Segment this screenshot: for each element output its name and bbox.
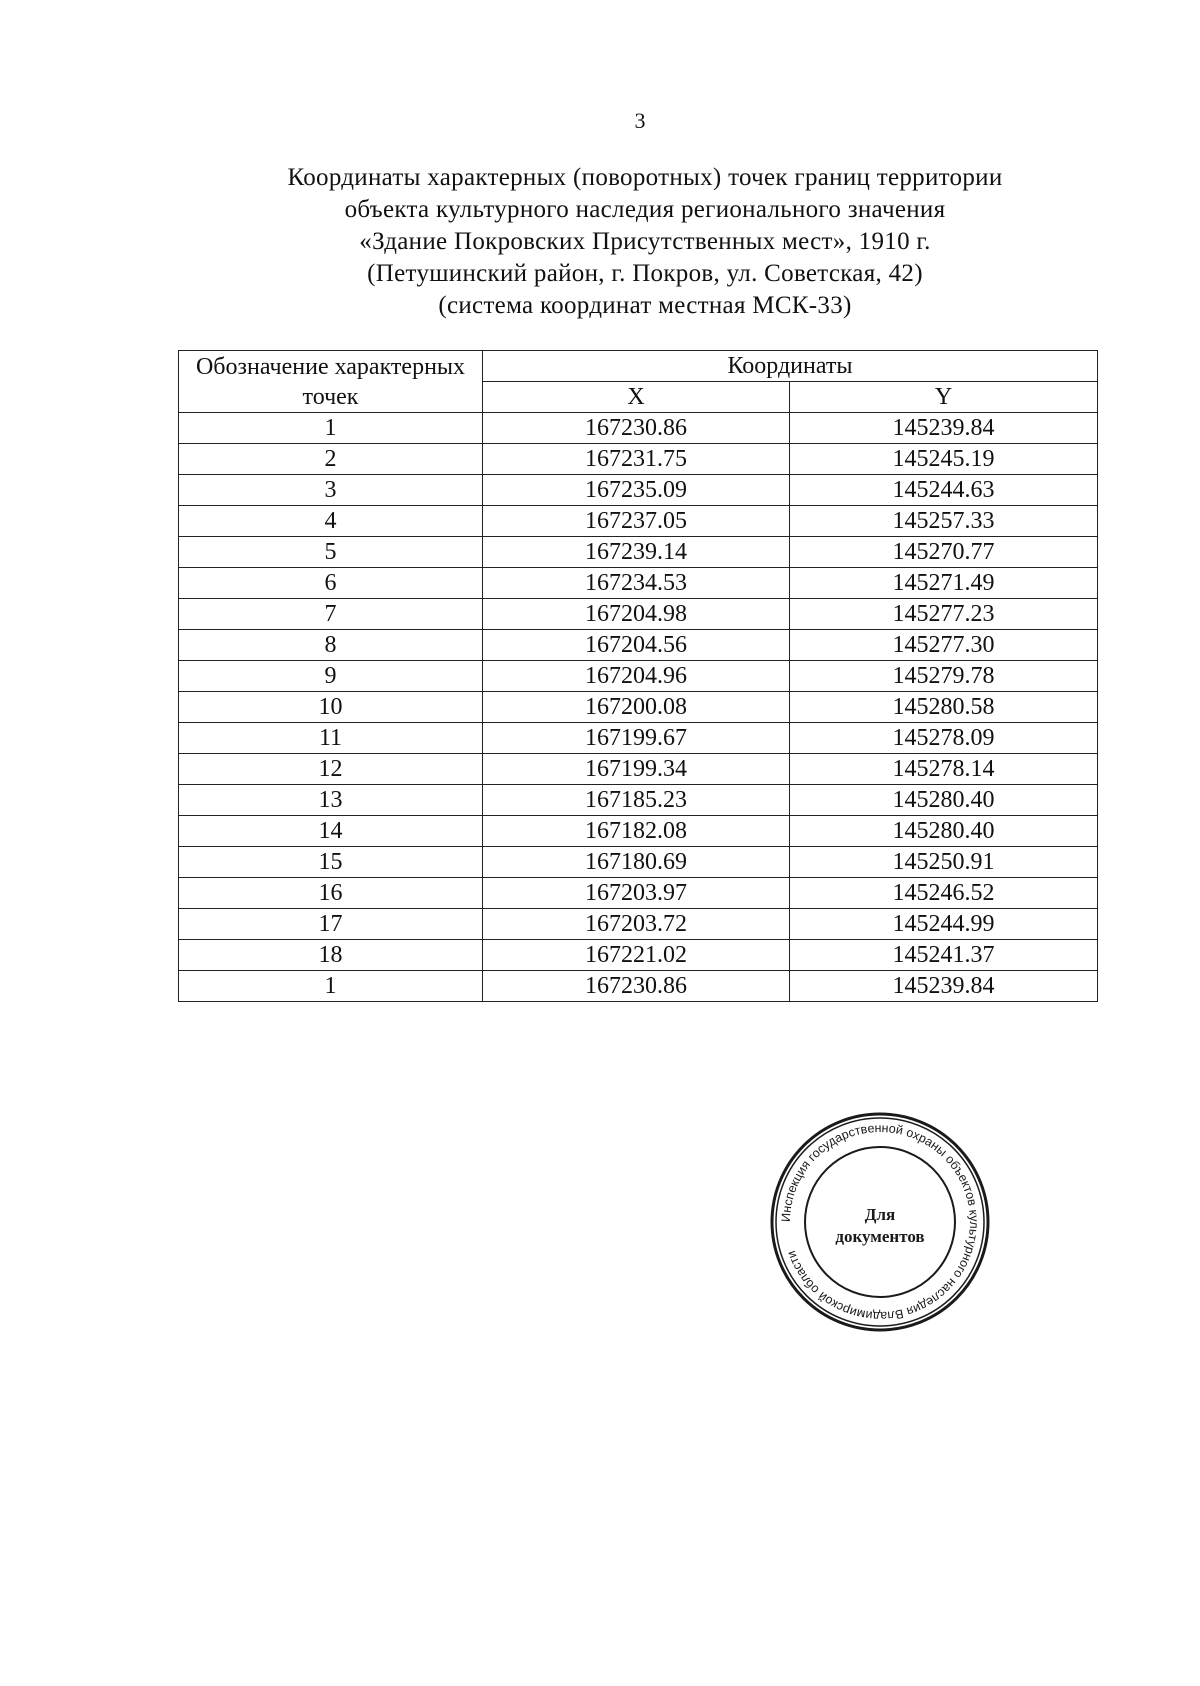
title-line-3: «Здание Покровских Присутственных мест», 1910 г. <box>359 228 931 255</box>
cell-y: 145244.99 <box>790 909 1098 940</box>
table-row <box>179 754 1098 785</box>
table-row <box>179 537 1098 568</box>
table-row <box>179 909 1098 940</box>
cell-x: 167230.86 <box>483 413 790 444</box>
cell-y: 145270.77 <box>790 537 1098 568</box>
cell-point: 15 <box>179 847 483 878</box>
table-row <box>179 723 1098 754</box>
cell-x: 167204.98 <box>483 599 790 630</box>
cell-x: 167221.02 <box>483 940 790 971</box>
stamp-center-line-1: Для <box>864 1205 896 1224</box>
cell-point: 5 <box>179 537 483 568</box>
cell-x: 167204.56 <box>483 630 790 661</box>
coordinates-table <box>178 350 1098 1002</box>
table-header <box>179 351 1098 413</box>
header-x: X <box>483 382 790 413</box>
table-row <box>179 785 1098 816</box>
cell-point: 16 <box>179 878 483 909</box>
table-body <box>179 413 1098 1002</box>
cell-y: 145244.63 <box>790 475 1098 506</box>
cell-point: 8 <box>179 630 483 661</box>
cell-point: 13 <box>179 785 483 816</box>
table-row <box>179 661 1098 692</box>
table-row <box>179 878 1098 909</box>
cell-x: 167235.09 <box>483 475 790 506</box>
header-points: Обозначение характерных точек <box>179 351 483 413</box>
cell-y: 145277.23 <box>790 599 1098 630</box>
cell-point: 7 <box>179 599 483 630</box>
table-row <box>179 940 1098 971</box>
cell-y: 145271.49 <box>790 568 1098 599</box>
cell-x: 167182.08 <box>483 816 790 847</box>
cell-x: 167200.08 <box>483 692 790 723</box>
cell-y: 145246.52 <box>790 878 1098 909</box>
cell-point: 9 <box>179 661 483 692</box>
table-row <box>179 444 1098 475</box>
cell-y: 145239.84 <box>790 971 1098 1002</box>
header-coordinates: Координаты <box>483 351 1098 382</box>
cell-y: 145239.84 <box>790 413 1098 444</box>
table-row <box>179 971 1098 1002</box>
cell-x: 167237.05 <box>483 506 790 537</box>
cell-x: 167234.53 <box>483 568 790 599</box>
cell-point: 18 <box>179 940 483 971</box>
cell-x: 167203.72 <box>483 909 790 940</box>
stamp-ring-text: Инспекция государственной охраны объектов культурного наследия Владимирской области <box>778 1120 982 1324</box>
cell-point: 14 <box>179 816 483 847</box>
cell-y: 145280.40 <box>790 816 1098 847</box>
cell-y: 145241.37 <box>790 940 1098 971</box>
cell-point: 10 <box>179 692 483 723</box>
cell-point: 12 <box>179 754 483 785</box>
cell-x: 167239.14 <box>483 537 790 568</box>
table-row <box>179 847 1098 878</box>
cell-x: 167199.34 <box>483 754 790 785</box>
cell-y: 145279.78 <box>790 661 1098 692</box>
title-line-1: Координаты характерных (поворотных) точек границ территории <box>287 164 1003 191</box>
table-row <box>179 630 1098 661</box>
document-title <box>0 162 1200 322</box>
title-line-5: (система координат местная МСК-33) <box>438 292 852 319</box>
header-y: Y <box>790 382 1098 413</box>
cell-x: 167204.96 <box>483 661 790 692</box>
seal-stamp <box>768 1110 992 1334</box>
title-line-2: объекта культурного наследия регионального значения <box>344 196 946 223</box>
cell-point: 6 <box>179 568 483 599</box>
cell-y: 145280.40 <box>790 785 1098 816</box>
title-line-4: (Петушинский район, г. Покров, ул. Советская, 42) <box>367 260 923 287</box>
cell-point: 3 <box>179 475 483 506</box>
cell-y: 145280.58 <box>790 692 1098 723</box>
cell-point: 2 <box>179 444 483 475</box>
cell-x: 167199.67 <box>483 723 790 754</box>
table-row <box>179 506 1098 537</box>
cell-point: 11 <box>179 723 483 754</box>
stamp-center-line-2: документов <box>835 1227 925 1246</box>
cell-y: 145278.14 <box>790 754 1098 785</box>
cell-y: 145257.33 <box>790 506 1098 537</box>
cell-x: 167180.69 <box>483 847 790 878</box>
table-row <box>179 599 1098 630</box>
table-row <box>179 413 1098 444</box>
cell-point: 1 <box>179 971 483 1002</box>
table-row <box>179 475 1098 506</box>
cell-x: 167203.97 <box>483 878 790 909</box>
cell-x: 167230.86 <box>483 971 790 1002</box>
table-row <box>179 568 1098 599</box>
cell-y: 145277.30 <box>790 630 1098 661</box>
cell-y: 145250.91 <box>790 847 1098 878</box>
cell-point: 1 <box>179 413 483 444</box>
table-row <box>179 816 1098 847</box>
cell-y: 145278.09 <box>790 723 1098 754</box>
cell-point: 4 <box>179 506 483 537</box>
cell-x: 167185.23 <box>483 785 790 816</box>
cell-x: 167231.75 <box>483 444 790 475</box>
page-number: 3 <box>634 108 646 133</box>
cell-y: 145245.19 <box>790 444 1098 475</box>
cell-point: 17 <box>179 909 483 940</box>
table-row <box>179 692 1098 723</box>
